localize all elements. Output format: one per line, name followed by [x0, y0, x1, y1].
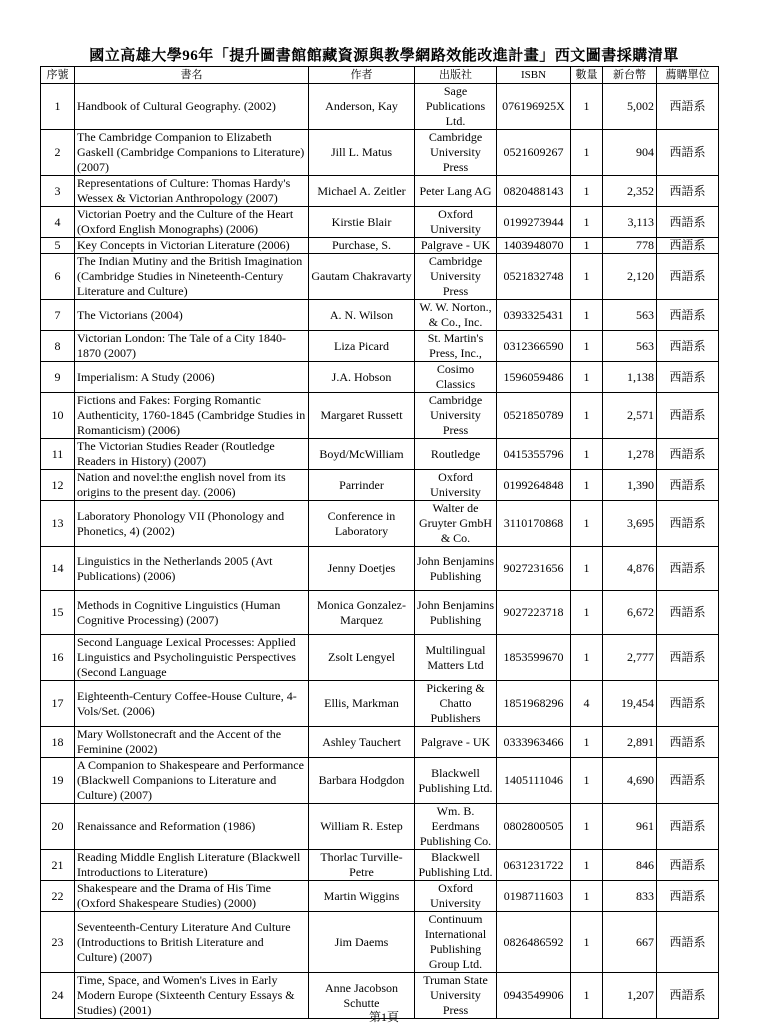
recommending-unit: 西語系 [657, 470, 719, 501]
book-author: Thorlac Turville-Petre [309, 850, 415, 881]
book-title: Methods in Cognitive Linguistics (Human Cognitive Processing) (2007) [75, 591, 309, 635]
recommending-unit: 西語系 [657, 362, 719, 393]
book-title: Seventeenth-Century Literature And Culture (Introductions to British Literature and Culture) (2007) [75, 912, 309, 973]
recommending-unit: 西語系 [657, 591, 719, 635]
book-publisher: Oxford University [415, 207, 497, 238]
book-title: Eighteenth-Century Coffee-House Culture, 4-Vols/Set. (2006) [75, 681, 309, 727]
recommending-unit: 西語系 [657, 681, 719, 727]
book-author: Conference in Laboratory [309, 501, 415, 547]
book-publisher: Peter Lang AG [415, 176, 497, 207]
header-title: 書名 [75, 67, 309, 84]
header-no: 序號 [41, 67, 75, 84]
book-author: Ellis, Markman [309, 681, 415, 727]
recommending-unit: 西語系 [657, 439, 719, 470]
book-title: Nation and novel:the english novel from its origins to the present day. (2006) [75, 470, 309, 501]
book-publisher: Pickering & Chatto Publishers [415, 681, 497, 727]
recommending-unit: 西語系 [657, 727, 719, 758]
recommending-unit: 西語系 [657, 881, 719, 912]
book-quantity: 1 [571, 362, 603, 393]
book-isbn: 1851968296 [497, 681, 571, 727]
book-price: 5,002 [603, 84, 657, 130]
book-quantity: 1 [571, 254, 603, 300]
book-author: Monica Gonzalez-Marquez [309, 591, 415, 635]
book-author: Martin Wiggins [309, 881, 415, 912]
row-number: 19 [41, 758, 75, 804]
book-isbn: 0333963466 [497, 727, 571, 758]
book-isbn: 3110170868 [497, 501, 571, 547]
book-price: 778 [603, 238, 657, 254]
row-number: 2 [41, 130, 75, 176]
row-number: 22 [41, 881, 75, 912]
recommending-unit: 西語系 [657, 254, 719, 300]
header-publisher: 出版社 [415, 67, 497, 84]
book-price: 1,278 [603, 439, 657, 470]
book-quantity: 1 [571, 881, 603, 912]
book-price: 1,138 [603, 362, 657, 393]
book-price: 2,352 [603, 176, 657, 207]
page-number: 第1頁 [368, 1010, 399, 1024]
header-unit: 薦購單位 [657, 67, 719, 84]
book-author: Jenny Doetjes [309, 547, 415, 591]
book-quantity: 1 [571, 439, 603, 470]
book-title: Renaissance and Reformation (1986) [75, 804, 309, 850]
book-publisher: John Benjamins Publishing [415, 591, 497, 635]
book-author: Purchase, S. [309, 238, 415, 254]
row-number: 12 [41, 470, 75, 501]
book-price: 2,891 [603, 727, 657, 758]
table-row [41, 681, 719, 727]
book-publisher: Cosimo Classics [415, 362, 497, 393]
book-quantity: 1 [571, 501, 603, 547]
table-row [41, 804, 719, 850]
book-title: Reading Middle English Literature (Blackwell Introductions to Literature) [75, 850, 309, 881]
book-price: 2,571 [603, 393, 657, 439]
book-author: Kirstie Blair [309, 207, 415, 238]
book-price: 904 [603, 130, 657, 176]
book-isbn: 0199273944 [497, 207, 571, 238]
book-isbn: 0198711603 [497, 881, 571, 912]
book-quantity: 1 [571, 850, 603, 881]
table-row [41, 727, 719, 758]
book-publisher: Routledge [415, 439, 497, 470]
book-author: Parrinder [309, 470, 415, 501]
book-quantity: 1 [571, 331, 603, 362]
book-isbn: 0820488143 [497, 176, 571, 207]
book-publisher: Palgrave - UK [415, 727, 497, 758]
book-isbn: 1403948070 [497, 238, 571, 254]
book-quantity: 1 [571, 635, 603, 681]
book-price: 6,672 [603, 591, 657, 635]
book-isbn: 9027223718 [497, 591, 571, 635]
book-isbn: 0521832748 [497, 254, 571, 300]
recommending-unit: 西語系 [657, 850, 719, 881]
row-number: 5 [41, 238, 75, 254]
book-quantity: 1 [571, 393, 603, 439]
header-author: 作者 [309, 67, 415, 84]
book-author: Zsolt Lengyel [309, 635, 415, 681]
recommending-unit: 西語系 [657, 758, 719, 804]
book-isbn: 9027231656 [497, 547, 571, 591]
book-title: Second Language Lexical Processes: Applied Linguistics and Psycholinguistic Perspectives (Second Language [75, 635, 309, 681]
row-number: 17 [41, 681, 75, 727]
table-row [41, 501, 719, 547]
table-row [41, 758, 719, 804]
header-isbn: ISBN [497, 67, 571, 84]
book-isbn: 1405111046 [497, 758, 571, 804]
row-number: 13 [41, 501, 75, 547]
book-author: Boyd/McWilliam [309, 439, 415, 470]
table-row [41, 238, 719, 254]
book-purchase-table [40, 66, 719, 1019]
book-price: 961 [603, 804, 657, 850]
row-number: 6 [41, 254, 75, 300]
book-publisher: Cambridge University Press [415, 393, 497, 439]
row-number: 1 [41, 84, 75, 130]
book-title: Laboratory Phonology VII (Phonology and Phonetics, 4) (2002) [75, 501, 309, 547]
book-title: The Victorians (2004) [75, 300, 309, 331]
recommending-unit: 西語系 [657, 84, 719, 130]
book-price: 563 [603, 300, 657, 331]
book-quantity: 1 [571, 591, 603, 635]
book-isbn: 1596059486 [497, 362, 571, 393]
book-publisher: Cambridge University Press [415, 254, 497, 300]
book-title: Representations of Culture: Thomas Hardy's Wessex & Victorian Anthropology (2007) [75, 176, 309, 207]
header-qty: 數量 [571, 67, 603, 84]
book-price: 667 [603, 912, 657, 973]
table-row [41, 130, 719, 176]
row-number: 24 [41, 973, 75, 1019]
row-number: 14 [41, 547, 75, 591]
book-quantity: 1 [571, 727, 603, 758]
table-row [41, 207, 719, 238]
book-isbn: 0199264848 [497, 470, 571, 501]
recommending-unit: 西語系 [657, 635, 719, 681]
book-quantity: 1 [571, 912, 603, 973]
book-publisher: Multilingual Matters Ltd [415, 635, 497, 681]
book-isbn: 0312366590 [497, 331, 571, 362]
book-isbn: 0521850789 [497, 393, 571, 439]
recommending-unit: 西語系 [657, 207, 719, 238]
row-number: 3 [41, 176, 75, 207]
book-price: 2,777 [603, 635, 657, 681]
book-publisher: Oxford University [415, 470, 497, 501]
table-row [41, 254, 719, 300]
book-isbn: 0415355796 [497, 439, 571, 470]
book-price: 846 [603, 850, 657, 881]
book-publisher: Blackwell Publishing Ltd. [415, 758, 497, 804]
book-title: Key Concepts in Victorian Literature (2006) [75, 238, 309, 254]
book-publisher: Oxford University [415, 881, 497, 912]
book-author: Anderson, Kay [309, 84, 415, 130]
recommending-unit: 西語系 [657, 176, 719, 207]
book-title: The Victorian Studies Reader (Routledge Readers in History) (2007) [75, 439, 309, 470]
recommending-unit: 西語系 [657, 501, 719, 547]
book-publisher: Wm. B. Eerdmans Publishing Co. [415, 804, 497, 850]
table-row [41, 881, 719, 912]
book-title: Linguistics in the Netherlands 2005 (Avt Publications) (2006) [75, 547, 309, 591]
row-number: 4 [41, 207, 75, 238]
book-isbn: 0826486592 [497, 912, 571, 973]
table-row [41, 362, 719, 393]
book-price: 563 [603, 331, 657, 362]
book-quantity: 1 [571, 130, 603, 176]
table-row [41, 300, 719, 331]
book-price: 4,690 [603, 758, 657, 804]
recommending-unit: 西語系 [657, 804, 719, 850]
recommending-unit: 西語系 [657, 331, 719, 362]
book-publisher: Blackwell Publishing Ltd. [415, 850, 497, 881]
book-author: Jim Daems [309, 912, 415, 973]
book-title: The Cambridge Companion to Elizabeth Gaskell (Cambridge Companions to Literature) (2007) [75, 130, 309, 176]
book-publisher: W. W. Norton., & Co., Inc. [415, 300, 497, 331]
table-row [41, 439, 719, 470]
recommending-unit: 西語系 [657, 393, 719, 439]
row-number: 21 [41, 850, 75, 881]
book-quantity: 1 [571, 207, 603, 238]
book-author: J.A. Hobson [309, 362, 415, 393]
recommending-unit: 西語系 [657, 300, 719, 331]
book-publisher: Continuum International Publishing Group Ltd. [415, 912, 497, 973]
book-publisher: Sage Publications Ltd. [415, 84, 497, 130]
header-price: 新台幣 [603, 67, 657, 84]
row-number: 9 [41, 362, 75, 393]
book-isbn: 0393325431 [497, 300, 571, 331]
book-quantity: 1 [571, 300, 603, 331]
book-publisher: St. Martin's Press, Inc., [415, 331, 497, 362]
recommending-unit: 西語系 [657, 912, 719, 973]
table-row [41, 176, 719, 207]
row-number: 7 [41, 300, 75, 331]
book-author: A. N. Wilson [309, 300, 415, 331]
book-title: Imperialism: A Study (2006) [75, 362, 309, 393]
book-price: 3,113 [603, 207, 657, 238]
book-title: Mary Wollstonecraft and the Accent of the Feminine (2002) [75, 727, 309, 758]
book-isbn: 076196925X [497, 84, 571, 130]
document-title: 國立高雄大學96年「提升圖書館館藏資源與教學網路效能改進計畫」西文圖書採購清單 [89, 48, 679, 64]
row-number: 10 [41, 393, 75, 439]
book-title: Handbook of Cultural Geography. (2002) [75, 84, 309, 130]
table-row [41, 591, 719, 635]
table-row [41, 850, 719, 881]
book-price: 3,695 [603, 501, 657, 547]
row-number: 16 [41, 635, 75, 681]
book-author: William R. Estep [309, 804, 415, 850]
book-quantity: 1 [571, 84, 603, 130]
book-author: Margaret Russett [309, 393, 415, 439]
book-title: Victorian Poetry and the Culture of the Heart (Oxford English Monographs) (2006) [75, 207, 309, 238]
book-quantity: 1 [571, 238, 603, 254]
book-author: Jill L. Matus [309, 130, 415, 176]
book-price: 1,207 [603, 973, 657, 1019]
recommending-unit: 西語系 [657, 130, 719, 176]
table-row [41, 84, 719, 130]
book-publisher: Truman State University Press [415, 973, 497, 1019]
book-publisher: Cambridge University Press [415, 130, 497, 176]
book-title: Fictions and Fakes: Forging Romantic Authenticity, 1760-1845 (Cambridge Studies in Romanticism) (2006) [75, 393, 309, 439]
table-row [41, 635, 719, 681]
book-price: 19,454 [603, 681, 657, 727]
book-title: Victorian London: The Tale of a City 1840-1870 (2007) [75, 331, 309, 362]
book-isbn: 1853599670 [497, 635, 571, 681]
book-publisher: Walter de Gruyter GmbH & Co. [415, 501, 497, 547]
book-author: Liza Picard [309, 331, 415, 362]
row-number: 8 [41, 331, 75, 362]
book-isbn: 0521609267 [497, 130, 571, 176]
book-title: The Indian Mutiny and the British Imagination (Cambridge Studies in Nineteenth-Century Literature and Culture) [75, 254, 309, 300]
row-number: 15 [41, 591, 75, 635]
book-quantity: 1 [571, 470, 603, 501]
book-quantity: 1 [571, 804, 603, 850]
book-isbn: 0802800505 [497, 804, 571, 850]
book-author: Anne Jacobson Schutte [309, 973, 415, 1019]
book-price: 833 [603, 881, 657, 912]
row-number: 23 [41, 912, 75, 973]
recommending-unit: 西語系 [657, 547, 719, 591]
table-row [41, 331, 719, 362]
row-number: 20 [41, 804, 75, 850]
book-title: Time, Space, and Women's Lives in Early Modern Europe (Sixteenth Century Essays & Studies) (2001) [75, 973, 309, 1019]
book-title: A Companion to Shakespeare and Performance (Blackwell Companions to Literature and Culture) (2007) [75, 758, 309, 804]
book-price: 2,120 [603, 254, 657, 300]
book-quantity: 1 [571, 758, 603, 804]
table-row [41, 470, 719, 501]
book-title: Shakespeare and the Drama of His Time (Oxford Shakespeare Studies) (2000) [75, 881, 309, 912]
table-row [41, 393, 719, 439]
book-author: Barbara Hodgdon [309, 758, 415, 804]
recommending-unit: 西語系 [657, 973, 719, 1019]
table-row [41, 547, 719, 591]
row-number: 18 [41, 727, 75, 758]
recommending-unit: 西語系 [657, 238, 719, 254]
book-quantity: 1 [571, 973, 603, 1019]
book-author: Michael A. Zeitler [309, 176, 415, 207]
book-isbn: 0631231722 [497, 850, 571, 881]
book-price: 1,390 [603, 470, 657, 501]
row-number: 11 [41, 439, 75, 470]
book-quantity: 4 [571, 681, 603, 727]
book-quantity: 1 [571, 176, 603, 207]
book-author: Gautam Chakravarty [309, 254, 415, 300]
book-publisher: Palgrave - UK [415, 238, 497, 254]
book-publisher: John Benjamins Publishing [415, 547, 497, 591]
book-author: Ashley Tauchert [309, 727, 415, 758]
table-row [41, 912, 719, 973]
header-row [41, 67, 719, 84]
book-quantity: 1 [571, 547, 603, 591]
book-isbn: 0943549906 [497, 973, 571, 1019]
book-price: 4,876 [603, 547, 657, 591]
